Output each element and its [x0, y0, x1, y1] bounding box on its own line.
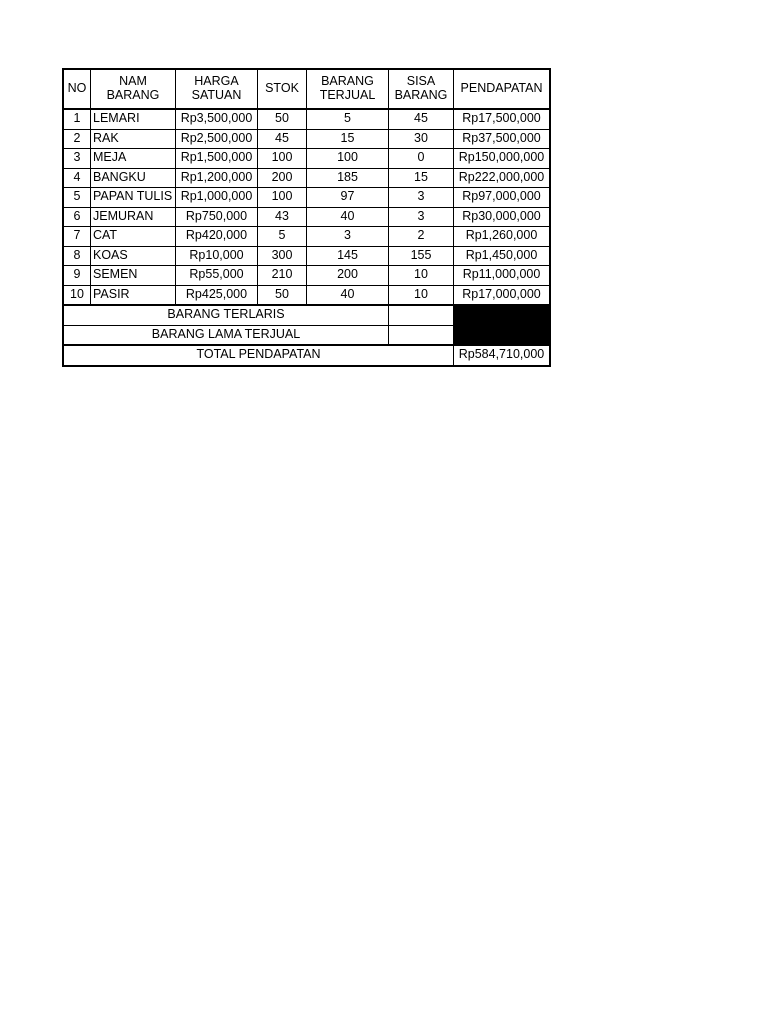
cell-pendapatan[interactable]: Rp150,000,000 — [454, 149, 551, 169]
cell-harga[interactable]: Rp1,000,000 — [176, 188, 258, 208]
cell-stok[interactable]: 45 — [258, 129, 307, 149]
cell-no[interactable]: 6 — [63, 207, 91, 227]
cell-terjual[interactable]: 200 — [307, 266, 389, 286]
table-row — [63, 266, 550, 286]
cell-name[interactable]: PASIR — [91, 285, 176, 305]
row-total — [63, 345, 550, 366]
table-row — [63, 149, 550, 169]
sales-table — [62, 68, 551, 367]
cell-sisa[interactable]: 10 — [389, 285, 454, 305]
cell-pendapatan[interactable]: Rp11,000,000 — [454, 266, 551, 286]
cell-no[interactable]: 5 — [63, 188, 91, 208]
cell-pendapatan[interactable]: Rp222,000,000 — [454, 168, 551, 188]
header-no[interactable]: NO — [63, 69, 91, 109]
cell-harga[interactable]: Rp750,000 — [176, 207, 258, 227]
cell-sisa[interactable]: 2 — [389, 227, 454, 247]
table-row — [63, 168, 550, 188]
cell-no[interactable]: 10 — [63, 285, 91, 305]
cell-sisa[interactable]: 3 — [389, 188, 454, 208]
cell-name[interactable]: SEMEN — [91, 266, 176, 286]
cell-stok[interactable]: 50 — [258, 109, 307, 129]
cell-name[interactable]: LEMARI — [91, 109, 176, 129]
cell-sisa[interactable]: 10 — [389, 266, 454, 286]
cell-sisa[interactable]: 3 — [389, 207, 454, 227]
table-row — [63, 207, 550, 227]
cell-name[interactable]: RAK — [91, 129, 176, 149]
cell-stok[interactable]: 50 — [258, 285, 307, 305]
cell-name[interactable]: KOAS — [91, 246, 176, 266]
cell-no[interactable]: 1 — [63, 109, 91, 129]
header-sisa[interactable]: SISA BARANG — [389, 69, 454, 109]
total-label[interactable]: TOTAL PENDAPATAN — [63, 345, 454, 366]
table-row — [63, 246, 550, 266]
cell-terjual[interactable]: 185 — [307, 168, 389, 188]
cell-stok[interactable]: 5 — [258, 227, 307, 247]
total-value[interactable]: Rp584,710,000 — [454, 345, 551, 366]
table-row — [63, 227, 550, 247]
cell-terjual[interactable]: 145 — [307, 246, 389, 266]
header-row — [63, 69, 550, 109]
cell-harga[interactable]: Rp55,000 — [176, 266, 258, 286]
lama-value-cell[interactable] — [389, 325, 454, 345]
cell-pendapatan[interactable]: Rp97,000,000 — [454, 188, 551, 208]
cell-terjual[interactable]: 40 — [307, 207, 389, 227]
table-row — [63, 285, 550, 305]
cell-no[interactable]: 9 — [63, 266, 91, 286]
cell-terjual[interactable]: 15 — [307, 129, 389, 149]
cell-sisa[interactable]: 45 — [389, 109, 454, 129]
cell-stok[interactable]: 200 — [258, 168, 307, 188]
cell-terjual[interactable]: 3 — [307, 227, 389, 247]
cell-no[interactable]: 3 — [63, 149, 91, 169]
cell-stok[interactable]: 100 — [258, 188, 307, 208]
filled-cell[interactable] — [454, 305, 551, 345]
cell-pendapatan[interactable]: Rp30,000,000 — [454, 207, 551, 227]
header-terjual[interactable]: BARANG TERJUAL — [307, 69, 389, 109]
terlaris-label[interactable]: BARANG TERLARIS — [63, 305, 389, 325]
cell-no[interactable]: 7 — [63, 227, 91, 247]
table-body — [63, 109, 550, 366]
cell-harga[interactable]: Rp425,000 — [176, 285, 258, 305]
cell-sisa[interactable]: 15 — [389, 168, 454, 188]
cell-pendapatan[interactable]: Rp1,450,000 — [454, 246, 551, 266]
cell-no[interactable]: 2 — [63, 129, 91, 149]
cell-name[interactable]: JEMURAN — [91, 207, 176, 227]
cell-pendapatan[interactable]: Rp17,000,000 — [454, 285, 551, 305]
table-row — [63, 109, 550, 129]
cell-terjual[interactable]: 97 — [307, 188, 389, 208]
cell-no[interactable]: 8 — [63, 246, 91, 266]
lama-label[interactable]: BARANG LAMA TERJUAL — [63, 325, 389, 345]
cell-harga[interactable]: Rp1,500,000 — [176, 149, 258, 169]
cell-harga[interactable]: Rp420,000 — [176, 227, 258, 247]
cell-name[interactable]: PAPAN TULIS — [91, 188, 176, 208]
cell-terjual[interactable]: 100 — [307, 149, 389, 169]
cell-harga[interactable]: Rp2,500,000 — [176, 129, 258, 149]
cell-pendapatan[interactable]: Rp17,500,000 — [454, 109, 551, 129]
table-row — [63, 188, 550, 208]
cell-name[interactable]: BANGKU — [91, 168, 176, 188]
cell-name[interactable]: MEJA — [91, 149, 176, 169]
header-name[interactable]: NAM BARANG — [91, 69, 176, 109]
table-row — [63, 129, 550, 149]
cell-no[interactable]: 4 — [63, 168, 91, 188]
cell-sisa[interactable]: 0 — [389, 149, 454, 169]
cell-pendapatan[interactable]: Rp1,260,000 — [454, 227, 551, 247]
cell-harga[interactable]: Rp3,500,000 — [176, 109, 258, 129]
header-harga[interactable]: HARGA SATUAN — [176, 69, 258, 109]
cell-sisa[interactable]: 155 — [389, 246, 454, 266]
cell-harga[interactable]: Rp1,200,000 — [176, 168, 258, 188]
cell-sisa[interactable]: 30 — [389, 129, 454, 149]
terlaris-value-cell[interactable] — [389, 305, 454, 325]
cell-pendapatan[interactable]: Rp37,500,000 — [454, 129, 551, 149]
cell-name[interactable]: CAT — [91, 227, 176, 247]
cell-stok[interactable]: 100 — [258, 149, 307, 169]
cell-stok[interactable]: 300 — [258, 246, 307, 266]
cell-terjual[interactable]: 5 — [307, 109, 389, 129]
cell-stok[interactable]: 210 — [258, 266, 307, 286]
row-terlaris — [63, 305, 550, 325]
header-pendapatan[interactable]: PENDAPATAN — [454, 69, 551, 109]
cell-harga[interactable]: Rp10,000 — [176, 246, 258, 266]
header-stok[interactable]: STOK — [258, 69, 307, 109]
cell-terjual[interactable]: 40 — [307, 285, 389, 305]
cell-stok[interactable]: 43 — [258, 207, 307, 227]
